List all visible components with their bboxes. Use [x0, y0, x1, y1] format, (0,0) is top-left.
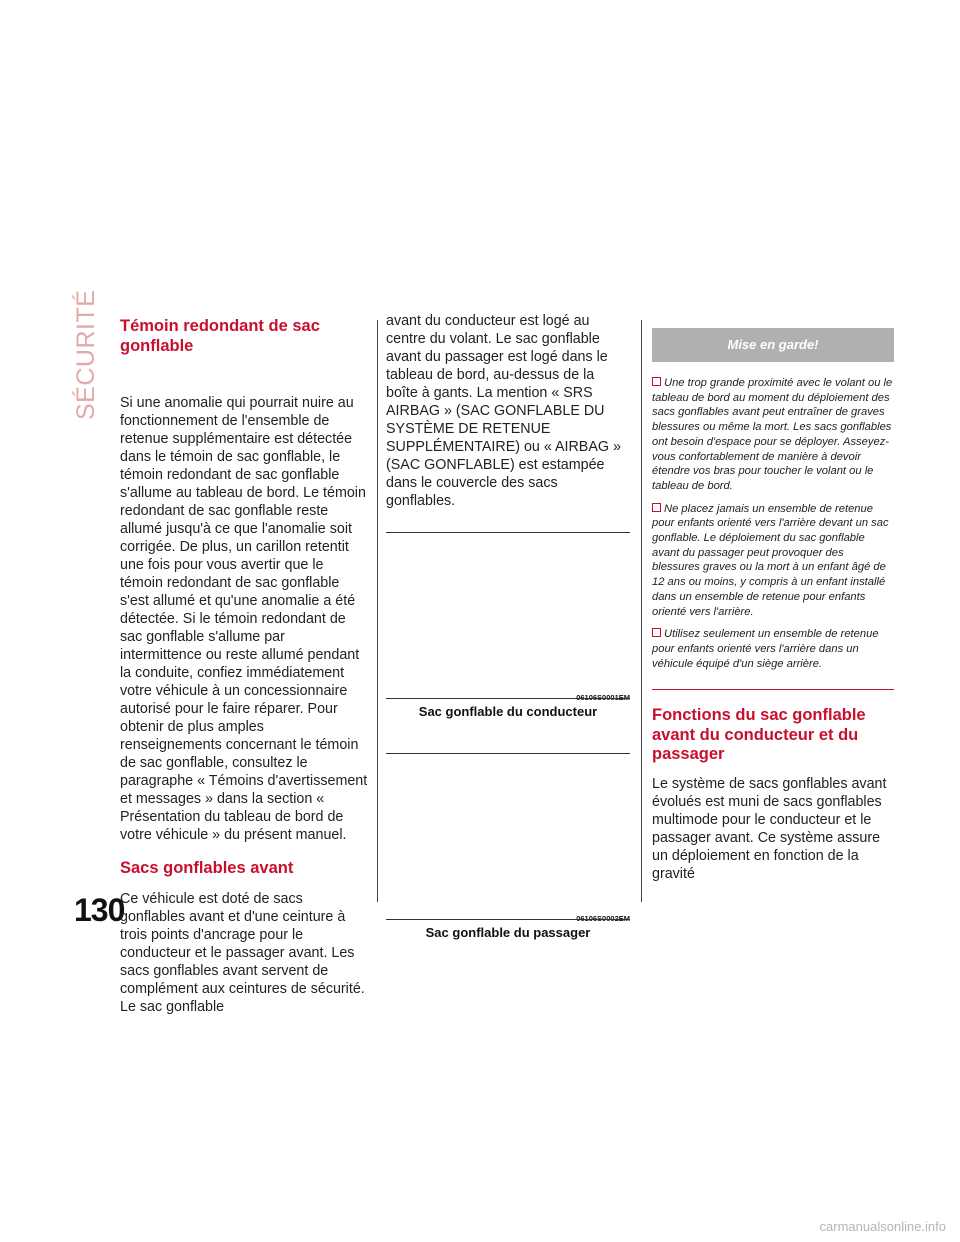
section-side-tab: SÉCURITÉ — [72, 289, 100, 420]
figure-caption: Sac gonflable du passager — [425, 925, 591, 940]
figure-code: 06106S0001EM — [576, 693, 630, 702]
column-left — [120, 312, 368, 1016]
column-right — [652, 312, 894, 883]
body-paragraph: Si une anomalie qui pourrait nuire au fonctionnement de l'ensemble de retenue supplémentaire est détectée dans le témoin de sac gonflable, le témoin redondant de sac gonflable s'allume au tableau de bord. Le témoin redondant de sac gonflable reste allumé jusqu'à ce que l'anomalie soit corrigée. De plus, un carillon retentit une fois pour vous avertir que le témoin redondant de sac gonflable s'est allumé et qu'une anomalie a été détectée. Si le témoin redondant de sac gonflable s'allume par intermittence ou reste allumé pendant la conduite, confiez immédiatement votre véhicule à un concessionnaire autorisé pour le faire réparer. Pour obtenir de plus amples renseignements concernant le témoin de sac gonflable, consultez le paragraphe « Témoins d'avertissement et messages » dans la section « Présentation du tableau de bord de votre véhicule » du présent manuel. — [120, 395, 368, 843]
body-paragraph: Le système de sacs gonflables avant évolués est muni de sacs gonflables multimode pour le conducteur et le passager avant. Ce système assure un déploiement en fonction de la gravité — [652, 775, 887, 882]
section-heading: Témoin redondant de sac gonflable — [120, 317, 320, 355]
figure-rule — [386, 698, 630, 699]
figure-rule — [386, 919, 630, 920]
checkbox-bullet-icon — [652, 377, 661, 386]
section-heading: Fonctions du sac gonflable avant du conducteur et du passager — [652, 706, 866, 764]
figure-passenger-airbag — [386, 753, 630, 940]
warning-item: Ne placez jamais un ensemble de retenue pour enfants orienté vers l'arrière devant un sac gonflable. Le déploiement du sac gonflable avant du passager peut provoquer des blessures graves ou la mort à un enfant âgé de 12 ans ou moins, y compris à un enfant installé dans un ensemble de retenue pour enfants orienté vers l'arrière. — [652, 502, 889, 618]
checkbox-bullet-icon — [652, 503, 661, 512]
body-paragraph: Ce véhicule est doté de sacs gonflables avant et d'une ceinture à trois points d'ancrage pour le conducteur et le passager avant. Les sacs gonflables avant servent de complément aux ceintures de sécurité. Le sac gonflable — [120, 891, 365, 1015]
warning-item: Utilisez seulement un ensemble de retenue pour enfants orienté vers l'arrière dans un véhicule équipé d'un siège arrière. — [652, 628, 879, 670]
watermark: carmanualsonline.info — [819, 1219, 946, 1234]
figure-caption: Sac gonflable du conducteur — [418, 704, 598, 719]
body-paragraph: avant du conducteur est logé au centre du volant. Le sac gonflable avant du passager est logé dans le tableau de bord, au-dessus de la boîte à gants. La mention « SRS AIRBAG » (SAC GONFLABLE DU SYSTÈME DE RETENUE SUPPLÉMENTAIRE) ou « AIRBAG » (SAC GONFLABLE) est estampée dans le couvercle des sacs gonflables. — [386, 313, 621, 509]
column-divider — [377, 320, 378, 902]
checkbox-bullet-icon — [652, 628, 661, 637]
page-number: 130 — [74, 892, 125, 928]
figure-code: 06106S0002EM — [576, 914, 630, 923]
warning-header: Mise en garde! — [652, 328, 894, 362]
column-middle — [386, 312, 630, 940]
warning-item: Une trop grande proximité avec le volant ou le tableau de bord au moment du déploiement des sacs gonflables avant peut entraîner de graves blessures ou même la mort. Les sacs gonflables ont besoin d'espace pour se déployer. Asseyez-vous confortablement de manière à devoir étendre vos bras pour toucher le volant ou le tableau de bord. — [652, 377, 893, 492]
warning-box — [652, 362, 894, 690]
column-divider — [641, 320, 642, 902]
section-heading: Sacs gonflables avant — [120, 859, 294, 877]
figure-driver-airbag — [386, 532, 630, 719]
